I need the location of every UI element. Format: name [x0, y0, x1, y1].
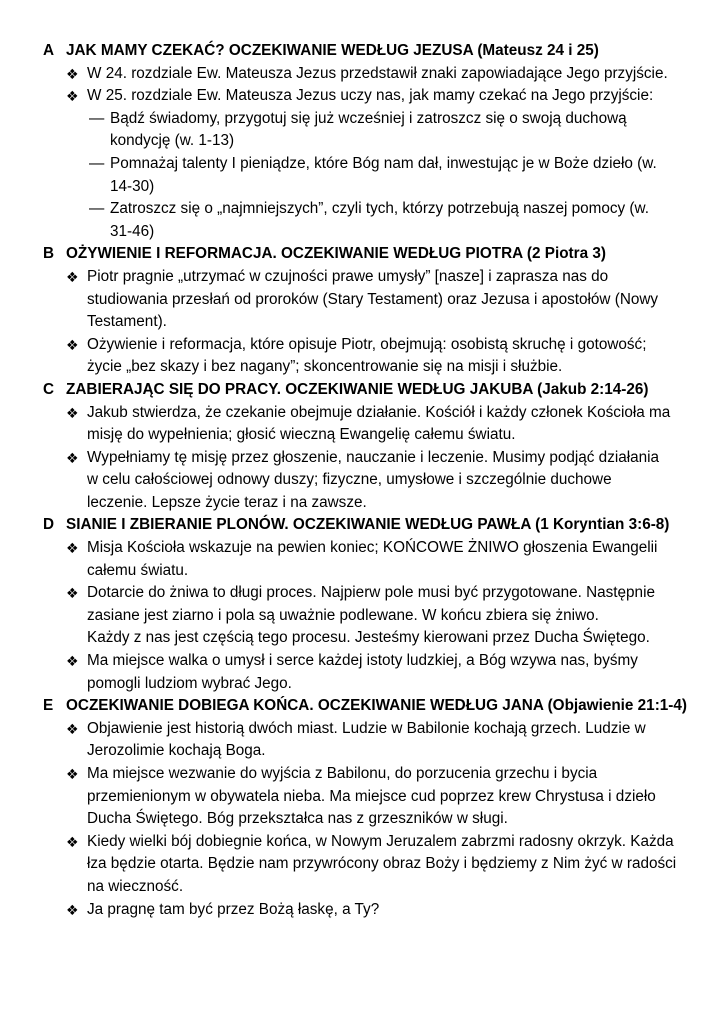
section-title: OŻYWIENIE I REFORMACJA. OCZEKIWANIE WEDŁUG PIOTRA (2 Piotra 3): [66, 245, 606, 263]
bullet-diamond-icon: ❖: [66, 65, 79, 82]
bullet-item: [0, 63, 725, 86]
bullet-item: [0, 718, 725, 763]
bullet-item: [0, 899, 725, 922]
bullet-text-line: Ja pragnę tam być przez Bożą łaskę, a Ty?: [87, 900, 380, 918]
section-heading: [0, 40, 725, 63]
bullet-item: [0, 763, 725, 831]
bullet-text-line: Misja Kościoła wskazuje na pewien koniec; KOŃCOWE ŻNIWO głoszenia Ewangelii: [87, 539, 658, 557]
bullet-diamond-icon: ❖: [66, 268, 79, 285]
section-b: [0, 243, 725, 379]
bullet-text-line: całemu światu.: [87, 561, 189, 579]
bullet-text-line: Objawienie jest historią dwóch miast. Ludzie w Babilonie kochają grzech. Ludzie w: [87, 719, 646, 737]
bullet-text-line: przemienionym w obywatela nieba. Ma miejsce cud poprzez krew Chrystusa i dzieło: [87, 787, 656, 805]
bullet-diamond-icon: ❖: [66, 720, 79, 737]
section-title: ZABIERAJĄC SIĘ DO PRACY. OCZEKIWANIE WEDŁUG JAKUBA (Jakub 2:14-26): [66, 380, 649, 398]
section-a: [0, 40, 725, 243]
bullet-diamond-icon: ❖: [66, 88, 79, 105]
bullet-item: [0, 85, 725, 108]
bullet-diamond-icon: ❖: [66, 585, 79, 602]
bullet-diamond-icon: ❖: [66, 404, 79, 421]
bullet-diamond-icon: ❖: [66, 653, 79, 670]
bullet-item: [0, 831, 725, 899]
bullet-text-line: na wieczność.: [87, 877, 184, 895]
section-d: [0, 514, 725, 695]
section-letter: E: [43, 697, 54, 715]
bullet-diamond-icon: ❖: [66, 901, 79, 918]
bullet-text-line: Ma miejsce wezwanie do wyjścia z Babilonu, do porzucenia grzechu i bycia: [87, 765, 598, 782]
dash-subitem: [0, 198, 725, 243]
subitem-text-line: 31-46): [110, 222, 155, 240]
section-title: OCZEKIWANIE DOBIEGA KOŃCA. OCZEKIWANIE WEDŁUG JANA (Objawienie 21:1-4): [66, 697, 687, 715]
dash-icon: —: [89, 200, 105, 218]
bullet-diamond-icon: ❖: [66, 766, 79, 782]
bullet-text-line: W 25. rozdziale Ew. Mateusza Jezus uczy nas, jak mamy czekać na Jego przyjście:: [87, 87, 654, 105]
bullet-text-line: Kiedy wielki bój dobiegnie końca, w Nowym Jeruzalem zabrzmi radosny okrzyk. Każda: [87, 832, 674, 850]
bullet-text-line: misję do wypełnienia; głosić wieczną Ewangelię całemu światu.: [87, 426, 516, 444]
dash-subitem: [0, 153, 725, 198]
bullet-text-line: leczenie. Lepsze życie teraz i na zawsze.: [87, 493, 367, 511]
bullet-text-line: łza będzie otarta. Będzie nam przywrócony obraz Boży i będziemy z Nim żyć w radości: [87, 855, 677, 873]
section-title: JAK MAMY CZEKAĆ? OCZEKIWANIE WEDŁUG JEZUSA (Mateusz 24 i 25): [66, 42, 599, 59]
dash-icon: —: [89, 109, 105, 127]
bullet-text-line: Testament).: [87, 313, 167, 331]
bullet-text-line: w celu całościowej odnowy duszy; fizyczne, umysłowe i szczególnie duchowe: [87, 471, 612, 489]
bullet-diamond-icon: ❖: [66, 449, 79, 466]
bullet-text-line: studiowania przesłań od proroków (Stary Testament) oraz Jezusa i apostołów (Nowy: [87, 290, 659, 308]
bullet-item: [0, 447, 725, 515]
bullet-diamond-icon: ❖: [66, 833, 79, 850]
bullet-text-line: Ma miejsce walka o umysł i serce każdej istoty ludzkiej, a Bóg wzywa nas, byśmy: [87, 652, 638, 670]
bullet-text-line: Ożywienie i reformacja, które opisuje Piotr, obejmują: osobistą skruchę i gotowość;: [87, 335, 647, 353]
bullet-text-line: Każdy z nas jest częścią tego procesu. Jesteśmy kierowani przez Ducha Świętego.: [87, 629, 650, 647]
bullet-text-line: pomogli ludziom wybrać Jego.: [87, 674, 292, 692]
section-e: [0, 695, 725, 921]
dash-subitem: [0, 108, 725, 153]
subitem-text-line: kondycję (w. 1-13): [110, 132, 235, 150]
bullet-text-line: W 24. rozdziale Ew. Mateusza Jezus przedstawił znaki zapowiadające Jego przyjście.: [87, 64, 668, 82]
bullet-diamond-icon: ❖: [66, 540, 79, 557]
bullet-text-line: życie „bez skazy i bez nagany”; skoncentrowanie się na misji i służbie.: [87, 358, 563, 376]
bullet-text-line: zasiane jest ziarno i pola są uważnie podlewane. W końcu zbiera się żniwo.: [87, 606, 599, 624]
bullet-diamond-icon: ❖: [66, 336, 79, 353]
bullet-item: [0, 266, 725, 334]
bullet-text-line: Jerozolimie kochają Boga.: [87, 742, 266, 760]
bullet-text-line: Jakub stwierdza, że czekanie obejmuje działanie. Kościół i każdy członek Kościoła ma: [87, 403, 671, 421]
section-heading: [0, 695, 725, 718]
section-c: [0, 379, 725, 515]
bullet-text-line: Dotarcie do żniwa to długi proces. Najpierw pole musi być przygotowane. Następnie: [87, 584, 655, 602]
bullet-item: [0, 650, 725, 695]
section-heading: [0, 514, 725, 537]
section-heading: [0, 379, 725, 402]
section-letter: A: [43, 42, 55, 59]
document-page: [0, 40, 725, 921]
subitem-text-line: Zatroszcz się o „najmniejszych”, czyli tych, którzy potrzebują naszej pomocy (w.: [110, 200, 649, 218]
bullet-text-line: Ducha Świętego. Bóg przekształca nas z grzeszników w sługi.: [87, 810, 508, 828]
section-heading: [0, 243, 725, 266]
bullet-item: [0, 402, 725, 447]
section-letter: D: [43, 516, 55, 534]
bullet-item: [0, 537, 725, 582]
subitem-text-line: 14-30): [110, 177, 155, 195]
section-title: SIANIE I ZBIERANIE PLONÓW. OCZEKIWANIE WEDŁUG PAWŁA (1 Koryntian 3:6-8): [66, 516, 670, 534]
section-letter: C: [43, 380, 55, 398]
dash-icon: —: [89, 154, 105, 172]
subitem-text-line: Bądź świadomy, przygotuj się już wcześniej i zatroszcz się o swoją duchową: [110, 109, 627, 127]
section-letter: B: [43, 245, 55, 263]
bullet-text-line: Wypełniamy tę misję przez głoszenie, nauczanie i leczenie. Musimy podjąć działania: [87, 448, 660, 466]
bullet-item: [0, 334, 725, 379]
subitem-text-line: Pomnażaj talenty I pieniądze, które Bóg nam dał, inwestując je w Boże dzieło (w.: [110, 154, 657, 172]
bullet-item: [0, 582, 725, 650]
bullet-text-line: Piotr pragnie „utrzymać w czujności prawe umysły” [nasze] i zaprasza nas do: [87, 267, 609, 285]
